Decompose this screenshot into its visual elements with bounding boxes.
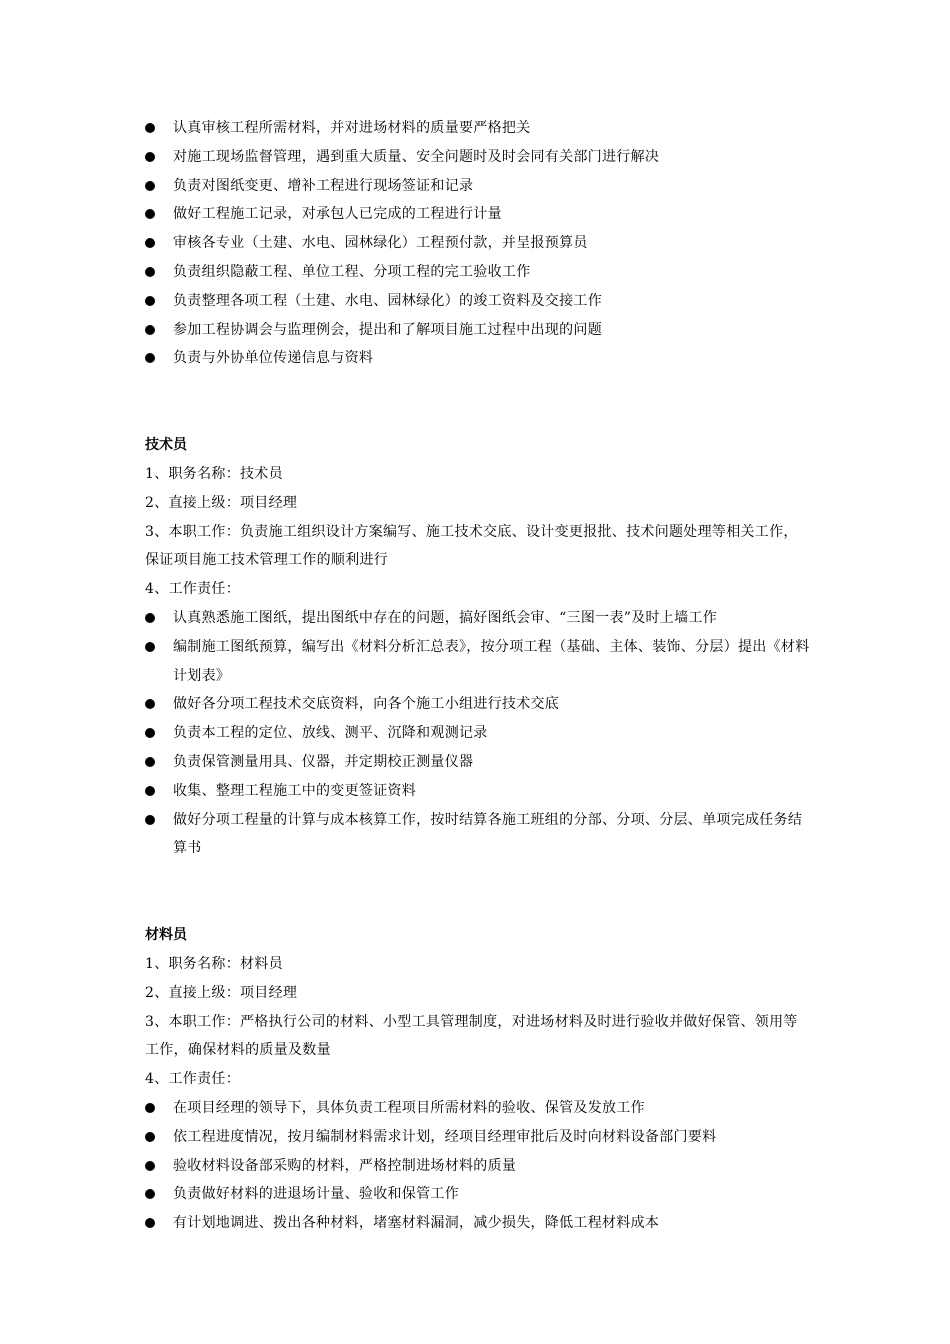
tech-supervisor-line: 2、直接上级：项目经理 xyxy=(145,494,298,511)
bullet-icon xyxy=(145,209,155,219)
bullet-icon xyxy=(145,353,155,363)
tech-duty-list xyxy=(145,604,810,863)
bullet-icon xyxy=(145,267,155,277)
section-title-material: 材料员 xyxy=(145,927,187,944)
list-item: 负责与外协单位传递信息与资料 xyxy=(145,344,810,373)
list-item: 有计划地调进、拨出各种材料，堵塞材料漏洞，减少损失，降低工程材料成本 xyxy=(145,1209,810,1238)
list-item: 负责保管测量用具、仪器，并定期校正测量仪器 xyxy=(145,748,810,777)
list-item: 认真熟悉施工图纸，提出图纸中存在的问题，搞好图纸会审、“三图一表”及时上墙工作 xyxy=(145,604,810,633)
list-item: 做好分项工程量的计算与成本核算工作，按时结算各施工班组的分部、分项、分层、单项完成任务结算书 xyxy=(145,806,810,864)
bullet-icon xyxy=(145,238,155,248)
material-supervisor-line: 2、直接上级：项目经理 xyxy=(145,984,298,1001)
list-item: 认真审核工程所需材料，并对进场材料的质量要严格把关 xyxy=(145,114,810,143)
list-item: 做好各分项工程技术交底资料，向各个施工小组进行技术交底 xyxy=(145,690,810,719)
document-page xyxy=(145,114,810,1238)
list-item: 负责组织隐蔽工程、单位工程、分项工程的完工验收工作 xyxy=(145,258,810,287)
list-item: 收集、整理工程施工中的变更签证资料 xyxy=(145,777,810,806)
bullet-icon xyxy=(145,699,155,709)
material-duty-list xyxy=(145,1094,810,1238)
bullet-icon xyxy=(145,642,155,652)
list-item: 负责对图纸变更、增补工程进行现场签证和记录 xyxy=(145,172,810,201)
bullet-icon xyxy=(145,152,155,162)
list-item: 编制施工图纸预算，编写出《材料分析汇总表》，按分项工程（基础、主体、装饰、分层）提出《材料计划表》 xyxy=(145,633,810,691)
list-item: 依工程进度情况，按月编制材料需求计划，经项目经理审批后及时向材料设备部门要料 xyxy=(145,1123,810,1152)
list-item: 验收材料设备部采购的材料，严格控制进场材料的质量 xyxy=(145,1152,810,1181)
bullet-icon xyxy=(145,1161,155,1171)
bullet-icon xyxy=(145,1189,155,1199)
list-item: 负责本工程的定位、放线、测平、沉降和观测记录 xyxy=(145,719,810,748)
bullet-icon xyxy=(145,1103,155,1113)
bullet-icon xyxy=(145,296,155,306)
list-item: 审核各专业（土建、水电、园林绿化）工程预付款，并呈报预算员 xyxy=(145,229,810,258)
list-item: 在项目经理的领导下，具体负责工程项目所需材料的验收、保管及发放工作 xyxy=(145,1094,810,1123)
list-item: 做好工程施工记录，对承包人已完成的工程进行计量 xyxy=(145,200,810,229)
list-item: 负责整理各项工程（土建、水电、园林绿化）的竣工资料及交接工作 xyxy=(145,287,810,316)
material-job-description: 3、本职工作：严格执行公司的材料、小型工具管理制度，对进场材料及时进行验收并做好保管、领用等工作，确保材料的质量及数量 xyxy=(145,1013,798,1059)
bullet-icon xyxy=(145,181,155,191)
section-title-tech: 技术员 xyxy=(145,437,187,454)
bullet-icon xyxy=(145,613,155,623)
list-item: 对施工现场监督管理，遇到重大质量、安全问题时及时会同有关部门进行解决 xyxy=(145,143,810,172)
bullet-icon xyxy=(145,757,155,767)
bullet-icon xyxy=(145,325,155,335)
tech-responsibilities-heading: 4、工作责任： xyxy=(145,581,241,598)
list-item: 负责做好材料的进退场计量、验收和保管工作 xyxy=(145,1180,810,1209)
bullet-icon xyxy=(145,815,155,825)
bullet-icon xyxy=(145,728,155,738)
material-responsibilities-heading: 4、工作责任： xyxy=(145,1071,241,1088)
bullet-icon xyxy=(145,123,155,133)
bullet-icon xyxy=(145,786,155,796)
bullet-icon xyxy=(145,1218,155,1228)
tech-job-description: 3、本职工作：负责施工组织设计方案编写、施工技术交底、设计变更报批、技术问题处理等相关工作，保证项目施工技术管理工作的顺利进行 xyxy=(145,523,798,569)
tech-job-title-line: 1、职务名称：技术员 xyxy=(145,465,283,482)
list-item: 参加工程协调会与监理例会，提出和了解项目施工过程中出现的问题 xyxy=(145,316,810,345)
material-job-title-line: 1、职务名称：材料员 xyxy=(145,955,283,972)
top-duty-list xyxy=(145,114,810,373)
bullet-icon xyxy=(145,1132,155,1142)
